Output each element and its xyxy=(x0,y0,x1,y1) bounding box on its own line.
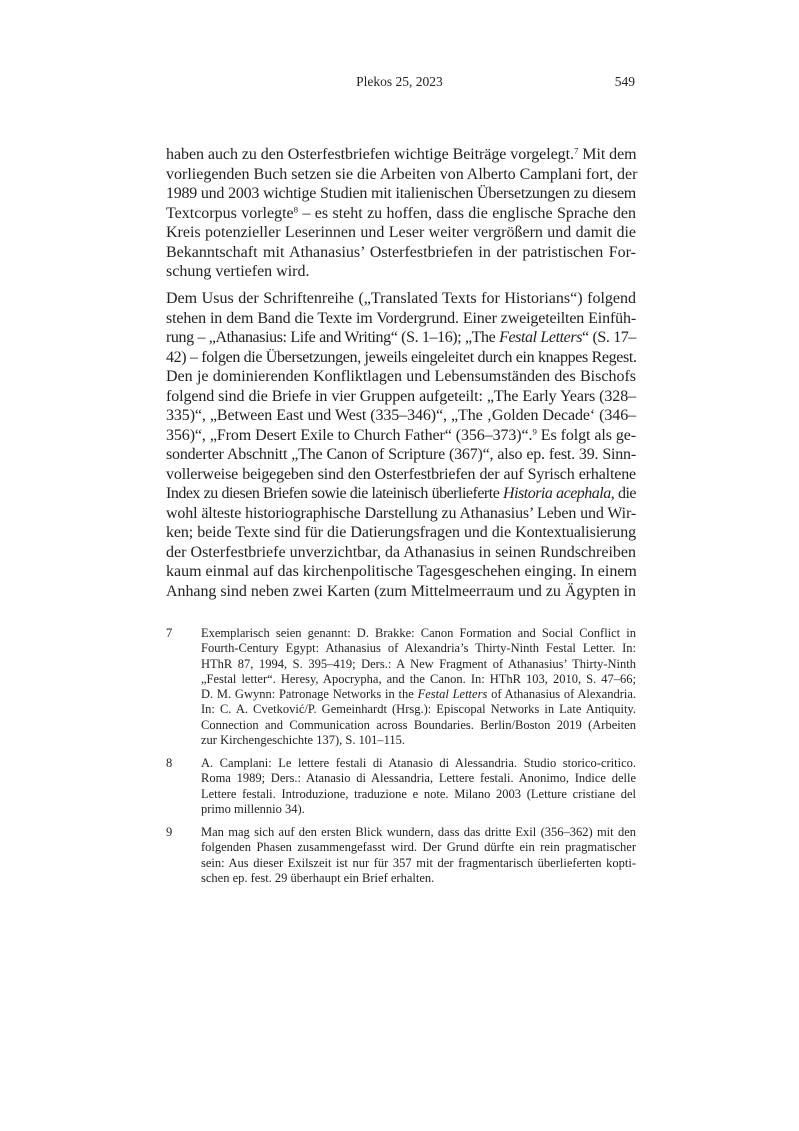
text-run: Exemplarisch seien genannt: D. Brakke: Canon Formation and Social Conflict in xyxy=(201,626,636,640)
footnote-number: 7 xyxy=(166,626,173,640)
text-line xyxy=(166,204,636,224)
text-line xyxy=(201,856,636,871)
text-run: „Festal letter“. Heresy, Apocrypha, and the Canon. In: HThR 103, 2010, S. 47–66; xyxy=(201,671,636,686)
text-run: folgend sind die Briefe in vier Gruppen aufgeteilt: „The Early Years (328– xyxy=(166,387,636,405)
text-run: 356)“, „From Desert Exile to Church Father“ (356–373)“. xyxy=(166,426,533,444)
text-line xyxy=(201,871,636,886)
text-run: 1989 und 2003 wichtige Studien mit italienischen Übersetzungen zu diesem xyxy=(166,185,636,202)
text-line xyxy=(166,426,636,446)
text-run: ken; beide Texte sind für die Datierungsfragen und die Kontextualisierung xyxy=(166,524,636,541)
text-run: Es folgt als ge- xyxy=(536,426,636,444)
running-header-journal: Plekos 25, 2023 xyxy=(356,74,443,89)
text-line xyxy=(201,733,636,748)
text-run: Kreis potenzieller Leserinnen und Leser weiter vergrößern und damit die xyxy=(166,224,636,241)
text-line xyxy=(166,309,636,329)
text-line xyxy=(166,504,636,524)
text-run: “ (S. 17– xyxy=(582,329,636,346)
italic-text: Festal Letters xyxy=(417,687,488,702)
text-run: vorliegenden Buch setzen sie die Arbeiten von Alberto Camplani fort, der xyxy=(166,165,638,183)
text-line xyxy=(201,626,636,641)
text-run: Man mag sich auf den ersten Blick wundern, dass das dritte Exil (356–362) mit den xyxy=(201,825,636,839)
text-line xyxy=(166,387,636,407)
text-run: 42) – folgen die Übersetzungen, jeweils eingeleitet durch ein knappes Regest. xyxy=(166,348,637,366)
text-line xyxy=(201,672,636,687)
footnote-reference: 9 xyxy=(532,426,537,437)
text-run: Den je dominierenden Konfliktlagen und Lebensumständen des Bischofs xyxy=(166,368,636,385)
text-run: Anhang sind neben zwei Karten (zum Mittelmeerraum und zu Ägypten in xyxy=(166,582,636,600)
text-line xyxy=(201,825,636,840)
text-run: A. Camplani: Le lettere festali di Atanasio di Alessandria. Studio storico-critico. xyxy=(201,756,636,770)
text-run: , die xyxy=(610,485,637,502)
text-line xyxy=(166,289,636,309)
text-line xyxy=(201,756,636,771)
text-line xyxy=(166,348,636,368)
footnote-reference: 7 xyxy=(573,145,579,156)
text-run: schen ep. fest. 29 überhaupt ein Brief erhalten. xyxy=(201,870,435,885)
footnote-number: 8 xyxy=(166,756,173,770)
text-line xyxy=(201,802,636,817)
text-line xyxy=(201,657,636,672)
text-line xyxy=(166,543,636,563)
footnote xyxy=(166,626,636,748)
text-line xyxy=(166,367,636,387)
footnote-text xyxy=(201,626,636,748)
footnote xyxy=(166,825,636,886)
text-line xyxy=(166,406,636,426)
text-run: Mit dem xyxy=(578,146,637,163)
text-run: Connection and Communication across Boundaries. Berlin/Boston 2019 (Arbeiten xyxy=(201,717,636,732)
text-run: zur Kirchengeschichte 137), S. 101–115. xyxy=(201,733,405,748)
text-run: – es steht zu hoffen, dass die englische Sprache den xyxy=(298,204,637,222)
text-run: schung vertiefen wird. xyxy=(166,263,310,280)
text-run: haben auch zu den Osterfestbriefen wichtige Beiträge vorgelegt. xyxy=(166,146,574,163)
text-run: stehen in dem Band die Texte im Vordergrund. Einer zweigeteilten Einfüh- xyxy=(166,309,636,327)
text-run: Dem Usus der Schriftenreihe („Translated Texts for Historians“) folgend xyxy=(166,290,636,307)
text-line xyxy=(166,582,636,602)
text-run: kaum einmal auf das kirchenpolitische Tagesgeschehen einging. In einem xyxy=(166,563,637,580)
text-run: 335)“, „Between East und West (335–346)“, „The ‚Golden Decade‘ (346– xyxy=(166,407,636,424)
text-line xyxy=(201,787,636,802)
body-paragraph xyxy=(166,289,636,601)
text-run: vollerweise beigegeben sind den Osterfestbriefen der auf Syrisch erhaltene xyxy=(166,465,636,483)
text-line xyxy=(201,702,636,717)
text-run: HThR 87, 1994, S. 395–419; Ders.: A New Fragment of Athanasius’ Thirty-Ninth xyxy=(201,656,636,671)
body-paragraph xyxy=(166,145,636,282)
text-line xyxy=(166,243,636,263)
text-line xyxy=(166,184,636,204)
footnote xyxy=(166,756,636,817)
text-run: der Osterfestbriefe unverzichtbar, da Athanasius in seinen Rundschreiben xyxy=(166,543,636,561)
page-number: 549 xyxy=(614,74,635,89)
text-run: sonderter Abschnitt „The Canon of Scripture (367)“, also ep. fest. 39. Sinn- xyxy=(166,446,636,463)
text-run: of Athanasius of Alexandria. xyxy=(487,687,637,702)
footnote-reference: 8 xyxy=(293,204,299,215)
text-run: Fourth-Century Egypt: Athanasius of Alexandria’s Thirty-Ninth Festal Letter. In: xyxy=(201,641,636,656)
text-line xyxy=(166,328,636,348)
text-line xyxy=(166,165,636,185)
text-line xyxy=(166,262,636,282)
text-run: wohl älteste historiographische Darstellung zu Athanasius’ Leben und Wir- xyxy=(166,504,636,522)
footnote-text xyxy=(201,756,636,817)
text-run: sein: Aus dieser Exilszeit ist nur für 357 mit der fragmentarisch überlieferten kopti- xyxy=(201,855,636,870)
text-run: Index zu diesen Briefen sowie die lateinisch überlieferte xyxy=(166,485,504,502)
text-line xyxy=(166,523,636,543)
text-line xyxy=(166,465,636,485)
text-line xyxy=(166,484,636,504)
text-line xyxy=(166,145,636,165)
text-run: folgenden Phasen zusammengefasst wird. Der Grund dürfte ein rein pragmatischer xyxy=(201,840,636,855)
text-run: D. M. Gwynn: Patronage Networks in the xyxy=(201,687,418,702)
text-run: Lettere festali. Introduzione, traduzione e note. Milano 2003 (Letture cristiane del xyxy=(201,786,636,801)
text-run: Textcorpus vorlegte xyxy=(166,204,294,222)
footnote-text xyxy=(201,825,636,886)
text-line xyxy=(201,840,636,855)
text-run: Bekanntschaft mit Athanasius’ Osterfestbriefen in der patristischen For- xyxy=(166,243,636,261)
italic-text: Historia acephala xyxy=(503,485,611,502)
text-line xyxy=(201,718,636,733)
footnote-number: 9 xyxy=(166,825,173,839)
text-run: primo millennio 34). xyxy=(201,801,305,816)
text-line xyxy=(201,687,636,702)
text-line xyxy=(166,445,636,465)
text-run: rung – „Athanasius: Life and Writing“ (S. 1–16); „The xyxy=(166,329,500,346)
text-line xyxy=(166,223,636,243)
text-line xyxy=(201,641,636,656)
italic-text: Festal Letters xyxy=(499,329,583,346)
text-line xyxy=(201,771,636,786)
text-line xyxy=(166,562,636,582)
text-run: In: C. A. Cvetković/P. Gemeinhardt (Hrsg.): Episcopal Networks in Late Antiquity. xyxy=(201,702,636,717)
text-run: Roma 1989; Ders.: Atanasio di Alessandria, Lettere festali. Anonimo, Indice delle xyxy=(201,771,636,786)
